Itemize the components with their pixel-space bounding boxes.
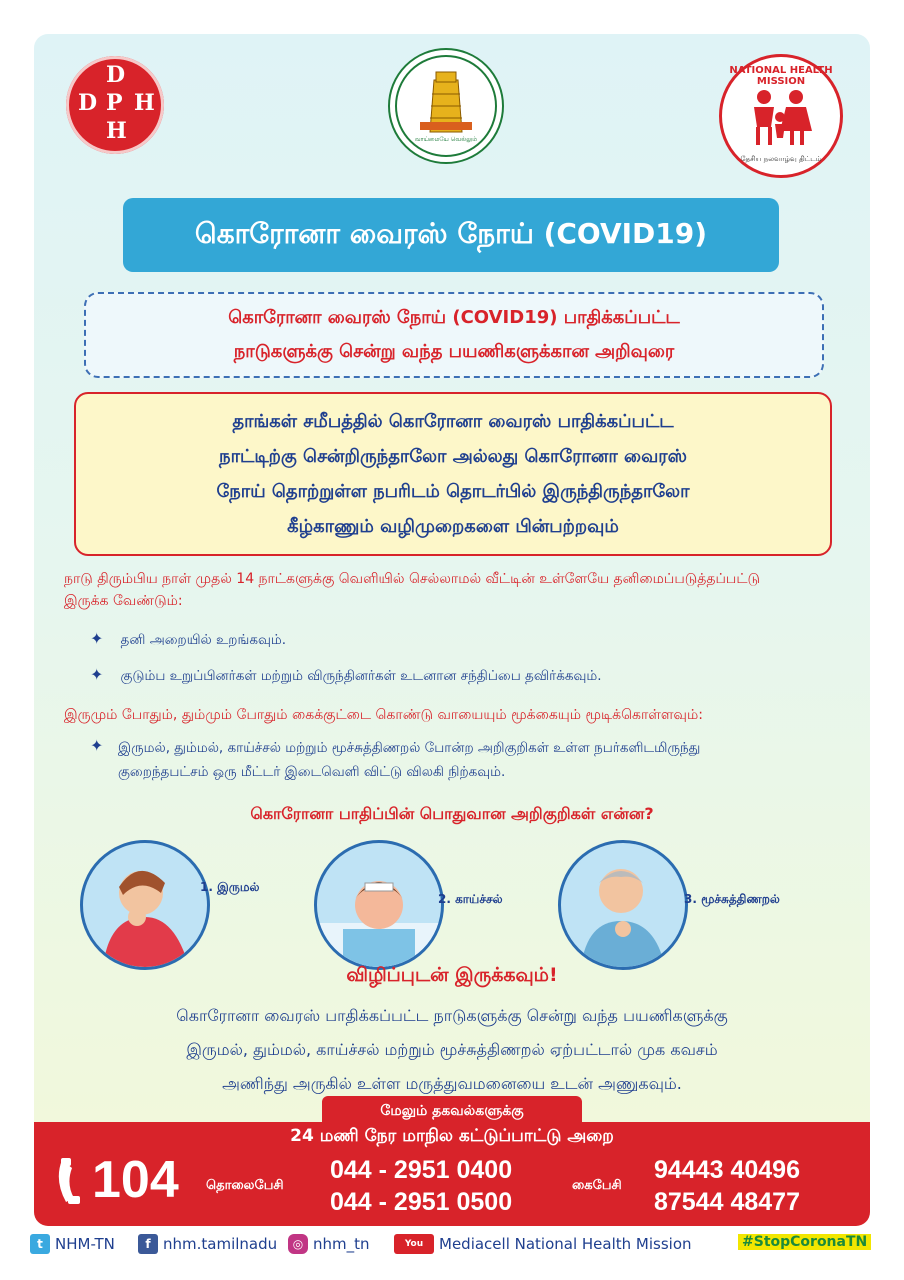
advisory-line-2: நாட்டிற்கு சென்றிருந்தாலோ அல்லது கொரோனா வைரஸ் bbox=[219, 446, 687, 467]
symptom-label-fever: 2. காய்ச்சல் bbox=[438, 892, 503, 906]
mobile-number-2[interactable]: 87544 48477 bbox=[654, 1188, 800, 1216]
subtitle-box bbox=[84, 292, 824, 378]
landline-number-1[interactable]: 044 - 2951 0400 bbox=[330, 1156, 513, 1184]
landline-numbers bbox=[330, 1154, 512, 1218]
advisory-line-4: கீழ்காணும் வழிமுறைகளை பின்பற்றவும் bbox=[287, 516, 619, 537]
bullet-text-line-2: குறைந்தபட்சம் ஒரு மீட்டர் இடைவெளி விட்டு விலகி நிற்கவும். bbox=[118, 764, 506, 780]
subtitle-line-1: கொரோனா வைரஸ் நோய் (COVID19) பாதிக்கப்பட்ட bbox=[228, 307, 680, 328]
landline-label: தொலைபேசி bbox=[206, 1178, 284, 1193]
page-title: கொரோனா வைரஸ் நோய் (COVID19) bbox=[194, 216, 708, 250]
advisory-box bbox=[74, 392, 832, 556]
bullet-text: தனி அறையில் உறங்கவும். bbox=[120, 632, 287, 648]
star-bullet-icon: ✦ bbox=[90, 665, 104, 684]
breathlessness-illustration bbox=[558, 840, 688, 970]
mobile-label: கைபேசி bbox=[572, 1178, 622, 1193]
closing-line-3: அணிந்து அருகில் உள்ள மருத்துவமனையை உடன் அணுகவும். bbox=[222, 1074, 682, 1093]
dph-letter-p: P bbox=[106, 90, 123, 116]
bullet-text-line-1: இருமல், தும்மல், காய்ச்சல் மற்றும் மூச்சுத்திணறல் போன்ற அறிகுறிகள் உள்ள நபர்களிடமிருந்து bbox=[118, 740, 701, 756]
facebook-link[interactable] bbox=[138, 1234, 277, 1254]
facebook-handle: nhm.tamilnadu bbox=[163, 1235, 278, 1253]
mobile-numbers bbox=[654, 1154, 800, 1218]
title-banner bbox=[123, 198, 779, 272]
poster bbox=[34, 34, 870, 1226]
alert-heading: விழிப்புடன் இருக்கவும்! bbox=[346, 964, 558, 986]
landline-number-2[interactable]: 044 - 2951 0500 bbox=[330, 1188, 513, 1216]
dph-letter-h: H bbox=[134, 90, 155, 116]
closing-line-2: இருமல், தும்மல், காய்ச்சல் மற்றும் மூச்சுத்திணறல் ஏற்பட்டால் முக கவசம் bbox=[186, 1040, 718, 1059]
instagram-handle: nhm_tn bbox=[313, 1235, 370, 1253]
cough-illustration bbox=[80, 840, 210, 970]
nhm-logo-subtext: தேசிய நலவாழ்வு திட்டம் bbox=[740, 155, 822, 163]
youtube-channel: Mediacell National Health Mission bbox=[439, 1235, 692, 1253]
instruction-1-line-1: நாடு திரும்பிய நாள் முதல் 14 நாட்களுக்கு வெளியில் செல்லாமல் வீட்டின் உள்ளேயே தனிமைப்படுத்தப்பட்டு bbox=[64, 571, 760, 587]
control-room-heading: 24 மணி நேர மாநில கட்டுப்பாட்டு அறை bbox=[290, 1126, 614, 1146]
mobile-number-1[interactable]: 94443 40496 bbox=[654, 1156, 800, 1184]
twitter-link[interactable] bbox=[30, 1234, 115, 1254]
facebook-icon: f bbox=[138, 1234, 158, 1254]
advisory-line-3: நோய் தொற்றுள்ள நபரிடம் தொடர்பில் இருந்திருந்தாலோ bbox=[216, 481, 690, 502]
instagram-icon: ◎ bbox=[288, 1234, 308, 1254]
symptom-label-cough: 1. இருமல் bbox=[200, 880, 260, 894]
fever-person-icon bbox=[317, 843, 441, 967]
star-bullet-icon: ✦ bbox=[90, 629, 104, 648]
family-icon bbox=[746, 87, 816, 149]
coughing-person-icon bbox=[83, 843, 207, 967]
twitter-icon: t bbox=[30, 1234, 50, 1254]
phone-icon bbox=[56, 1158, 86, 1204]
bullet-item bbox=[90, 664, 850, 688]
bullet-item bbox=[90, 736, 850, 784]
closing-line-1: கொரோனா வைரஸ் பாதிக்கப்பட்ட நாடுகளுக்கு சென்று வந்த பயணிகளுக்கு bbox=[176, 1006, 728, 1025]
advisory-line-1: தாங்கள் சமீபத்தில் கொரோனா வைரஸ் பாதிக்கப்பட்ட bbox=[232, 411, 674, 432]
nhm-logo bbox=[719, 54, 843, 178]
more-info-tab: மேலும் தகவல்களுக்கு bbox=[322, 1096, 582, 1124]
bullet-text: குடும்ப உறுப்பினர்கள் மற்றும் விருந்தினர்கள் உடனான சந்திப்பை தவிர்க்கவும். bbox=[120, 668, 602, 684]
helpline-number[interactable]: 104 bbox=[92, 1151, 179, 1209]
emblem-motto: வாய்மையே வெல்லும் bbox=[414, 136, 478, 143]
dph-letter-h-bottom: H bbox=[106, 118, 127, 144]
symptoms-question: கொரோனா பாதிப்பின் பொதுவான அறிகுறிகள் என்ன? bbox=[250, 804, 654, 823]
star-bullet-icon: ✦ bbox=[90, 736, 104, 755]
instruction-1 bbox=[64, 568, 844, 612]
social-footer bbox=[0, 1226, 904, 1268]
subtitle-line-2: நாடுகளுக்கு சென்று வந்த பயணிகளுக்கான அறிவுரை bbox=[233, 341, 675, 362]
temple-gopuram-icon bbox=[390, 50, 502, 162]
symptom-label-breathlessness: 3. மூச்சுத்திணறல் bbox=[684, 892, 780, 906]
hashtag-badge: #StopCoronaTN bbox=[738, 1234, 871, 1250]
nhm-logo-text: NATIONAL HEALTH MISSION bbox=[729, 65, 833, 87]
youtube-link[interactable] bbox=[394, 1234, 692, 1269]
dph-letter-d: D bbox=[78, 90, 98, 116]
instruction-1-line-2: இருக்க வேண்டும்: bbox=[64, 593, 183, 609]
dph-logo bbox=[66, 56, 164, 154]
breathless-person-icon bbox=[561, 843, 685, 967]
fever-illustration bbox=[314, 840, 444, 970]
bullet-item bbox=[90, 628, 850, 652]
twitter-handle: NHM-TN bbox=[55, 1235, 115, 1253]
contact-band bbox=[34, 1122, 870, 1226]
instagram-link[interactable] bbox=[288, 1234, 370, 1254]
instruction-2: இருமும் போதும், தும்மும் போதும் கைக்குட்டை கொண்டு வாயையும் மூக்கையும் மூடிக்கொள்ளவும்: bbox=[64, 707, 703, 723]
dph-letter-d-top: D bbox=[106, 62, 126, 88]
closing-advice bbox=[34, 999, 870, 1101]
tamil-nadu-emblem bbox=[388, 48, 504, 164]
youtube-icon: You Tube bbox=[394, 1234, 434, 1254]
